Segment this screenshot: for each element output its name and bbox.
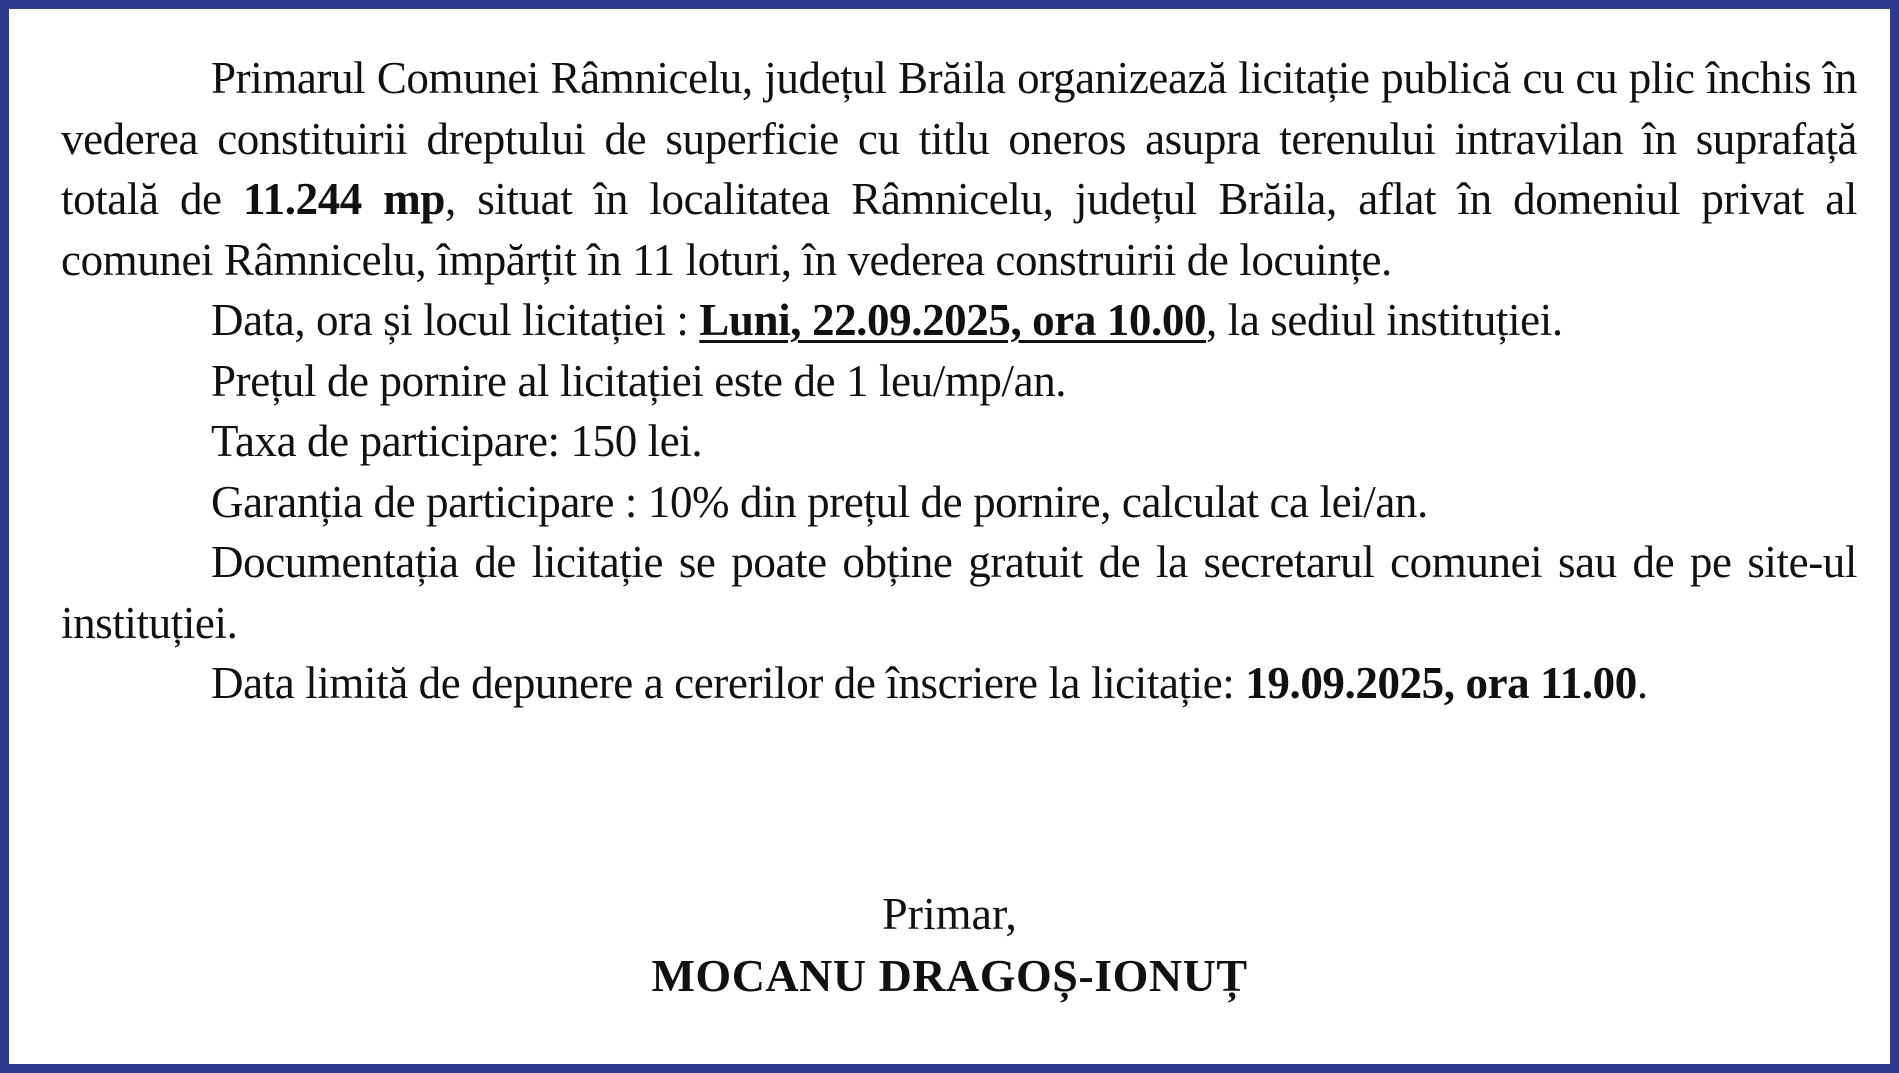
deadline-suffix: .	[1636, 658, 1648, 708]
deadline-label: Data limită de depunere a cererilor de înscriere la licitație:	[211, 658, 1246, 708]
signature-role: Primar,	[882, 888, 1017, 939]
land-area: 11.244 mp	[243, 174, 446, 224]
participation-guarantee: Garanția de participare : 10% din prețul de pornire, calculat ca lei/an.	[211, 476, 1428, 527]
deadline-paragraph	[61, 653, 1857, 714]
date-place-label: Data, ora și locul licitației :	[211, 295, 700, 345]
intro-text-continued: , situat în localitatea Râmnicelu, județul Brăila, aflat în domeniul privat al comunei Râmnicelu, împărțit în 11 loturi, în vederea construirii de locuințe.	[61, 174, 1857, 285]
auction-date: Luni, 22.09.2025, ora 10.00	[699, 295, 1207, 345]
date-place-suffix: , la sediul instituției.	[1206, 295, 1563, 345]
signature-name: MOCANU DRAGOȘ-IONUȚ	[651, 950, 1248, 1001]
date-place-paragraph	[61, 290, 1857, 351]
starting-price: Prețul de pornire al licitației este de 1 leu/mp/an.	[211, 355, 1067, 406]
intro-paragraph	[61, 48, 1857, 290]
deadline-date: 19.09.2025, ora 11.00	[1245, 658, 1637, 708]
intro-text: Primarul Comunei Râmnicelu, județul Brăila organizează licitație publică cu cu plic închis în vederea constituirii dreptului de superficie cu titlu oneros asupra terenului intravilan în suprafață totală de	[61, 53, 1857, 224]
participation-fee: Taxa de participare: 150 lei.	[211, 416, 703, 466]
auction-notice	[61, 48, 1857, 714]
documentation-paragraph: Documentația de licitație se poate obține gratuit de la secretarul comunei sau de pe site-ul instituției.	[61, 537, 1857, 648]
